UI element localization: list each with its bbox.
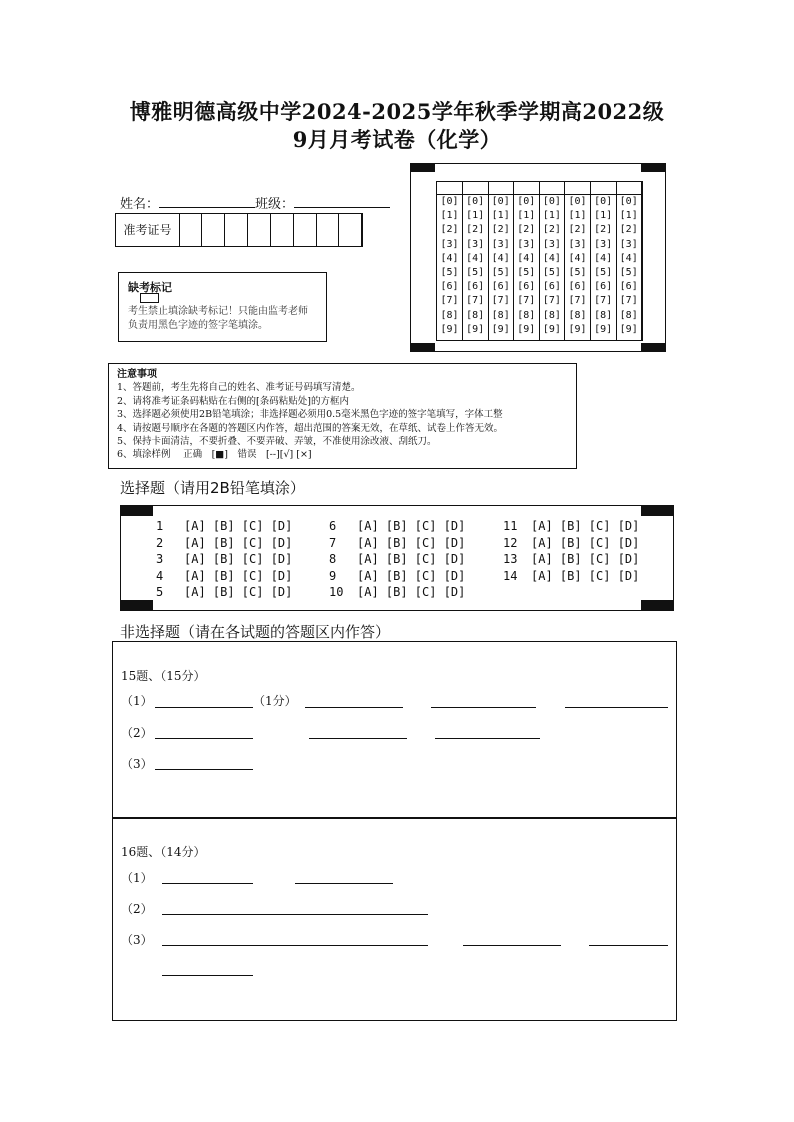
absent-desc-line2: 负责用黑色字迹的签字笔填涂。 [128,320,268,331]
choice-question-row [503,569,639,583]
digit-bubble[interactable]: [5] [517,266,536,278]
q15-part1-blank[interactable] [305,707,403,708]
choice-question-row [503,519,639,533]
digit-bubble[interactable]: [1] [440,210,459,222]
answer-options[interactable]: [A] [B] [C] [D] [184,552,293,566]
digit-bubble[interactable]: [7] [568,295,587,307]
digit-bubble[interactable]: [1] [619,210,638,222]
digit-bubble[interactable]: [2] [594,224,613,236]
registration-mark [121,506,153,516]
answer-options[interactable]: [A] [B] [C] [D] [531,535,640,550]
choice-question-row [156,552,292,566]
question-number: 12 [503,535,518,550]
answer-options[interactable]: [A] [B] [C] [D] [357,519,466,533]
exam-number-cell[interactable] [225,214,248,246]
digit-bubble[interactable]: [0] [466,196,485,207]
exam-number-box [115,213,363,247]
digit-bubble[interactable]: [2] [440,224,459,236]
digit-bubble[interactable]: [0] [517,196,536,207]
note-item: 5、保持卡面清洁，不要折叠、不要弄破、弄皱，不准使用涂改液、刮纸刀。 [117,436,437,448]
q15-part2-blank[interactable] [309,738,407,739]
q16-title: 16题、（14分） [121,845,206,859]
answer-area-q16 [112,817,677,1021]
digit-bubble[interactable]: [9] [619,323,638,335]
answer-options[interactable]: [A] [B] [C] [D] [357,568,466,583]
digit-bubble[interactable]: [4] [542,252,561,264]
digit-bubble[interactable]: [7] [594,295,613,307]
absent-mark-checkbox[interactable] [140,293,159,303]
digit-bubble[interactable]: [6] [466,281,485,293]
digit-bubble[interactable]: [9] [491,323,510,335]
digit-bubble[interactable]: [5] [491,266,510,278]
digit-bubble[interactable]: [9] [542,323,561,335]
q15-part1-blank[interactable] [431,707,536,708]
nonchoice-heading: 非选择题（请在各试题的答题区内作答） [120,623,391,641]
answer-options[interactable]: [A] [B] [C] [D] [531,519,640,533]
question-number: 11 [503,519,518,533]
digit-bubble[interactable]: [0] [491,196,510,207]
digit-bubble[interactable]: [4] [568,252,587,264]
answer-options[interactable]: [A] [B] [C] [D] [357,552,466,566]
digit-column [463,182,489,340]
registration-mark [641,343,665,351]
question-number: 2 [156,535,164,550]
digit-bubble[interactable]: [5] [568,266,587,278]
digit-bubble[interactable]: [6] [568,281,587,293]
question-number: 6 [329,519,337,533]
absent-desc-line1: 考生禁止填涂缺考标记！只能由监考老师 [128,306,308,317]
digit-bubble[interactable]: [9] [594,323,613,335]
digit-bubble[interactable]: [3] [594,238,613,250]
digit-bubble[interactable]: [0] [619,196,638,207]
q16-part3-label: （3） [121,933,153,947]
q16-part2-blank[interactable] [162,914,428,915]
digit-bubble[interactable]: [3] [517,238,536,250]
digit-bubble[interactable]: [5] [594,266,613,278]
digit-bubble[interactable]: [5] [466,266,485,278]
choice-question-row [329,552,465,566]
question-number: 4 [156,568,164,583]
digit-column-header[interactable] [539,182,564,195]
exam-number-cell[interactable] [339,214,362,246]
digit-column-header[interactable] [463,182,488,195]
note-item: 3、选择题必须使用2B铅笔填涂；非选择题必须用0.5毫米黑色字迹的签字笔填写，字体工整 [117,409,503,421]
digit-bubble[interactable]: [6] [542,281,561,293]
exam-number-cell[interactable] [271,214,294,246]
digit-bubble[interactable]: [8] [542,309,561,321]
question-number: 7 [329,535,337,550]
answer-options[interactable]: [A] [B] [C] [D] [531,552,640,566]
digit-bubble[interactable]: [8] [619,309,638,321]
digit-bubble[interactable]: [7] [440,295,459,307]
digit-bubble[interactable]: [2] [568,224,587,236]
choice-question-row [329,536,465,550]
digit-column-header[interactable] [591,182,616,195]
q16-part3-blank[interactable] [162,975,253,976]
digit-bubble[interactable]: [1] [517,210,536,222]
question-number: 1 [156,519,164,533]
choice-answer-box [120,505,674,611]
digit-column [539,182,565,340]
q15-part1-score: （1分） [253,694,297,708]
digit-column-header[interactable] [565,182,590,195]
exam-number-label: 准考证号 [116,214,180,246]
choice-question-row [156,585,292,599]
q16-part1-label: （1） [121,871,153,885]
digit-bubble[interactable]: [7] [517,295,536,307]
answer-options[interactable]: [A] [B] [C] [D] [184,519,293,533]
digit-bubble[interactable]: [2] [619,224,638,236]
exam-number-cell[interactable] [316,214,339,246]
digit-bubble[interactable]: [3] [568,238,587,250]
choice-question-row [503,552,639,566]
digit-bubble[interactable]: [5] [542,266,561,278]
exam-number-cell[interactable] [202,214,225,246]
digit-bubble[interactable]: [5] [619,266,638,278]
q16-part3-blank[interactable] [162,945,428,946]
question-number: 3 [156,552,164,566]
q15-part1-blank[interactable] [155,707,253,708]
digit-column-header[interactable] [514,182,539,195]
digit-bubble[interactable]: [2] [517,224,536,236]
q16-part1-blank[interactable] [162,883,253,884]
digit-bubble[interactable]: [1] [491,210,510,222]
exam-number-cell[interactable] [179,214,202,246]
digit-bubble[interactable]: [9] [517,323,536,335]
class-field[interactable] [294,207,390,208]
q15-title: 15题、（15分） [121,669,206,683]
choice-question-row [156,519,292,533]
digit-bubble[interactable]: [0] [594,196,613,207]
q16-part3-blank[interactable] [589,945,668,946]
digit-column [591,182,617,340]
q15-part2-label: （2） [121,726,153,740]
q15-part3-blank[interactable] [155,769,253,770]
absent-mark-desc [128,305,308,333]
q15-part2-blank[interactable] [435,738,540,739]
exam-number-cell[interactable] [248,214,271,246]
answer-options[interactable]: [A] [B] [C] [D] [531,568,640,583]
question-number: 8 [329,552,337,566]
digit-bubble[interactable]: [0] [542,196,561,207]
digit-bubble[interactable]: [4] [517,252,536,264]
choice-question-row [156,569,292,583]
question-number: 14 [503,568,518,583]
digit-column [514,182,540,340]
digit-column [488,182,514,340]
absent-mark-title: 缺考标记 [128,281,172,294]
question-number: 10 [329,585,344,599]
exam-number-cell[interactable] [294,214,317,246]
digit-bubble[interactable]: [6] [440,281,459,293]
question-number: 5 [156,585,164,599]
digit-bubble[interactable]: [6] [619,281,638,293]
digit-bubble[interactable]: [4] [619,252,638,264]
digit-bubble[interactable]: [4] [440,252,459,264]
absent-mark-box [118,272,327,342]
registration-mark [641,600,673,610]
digit-bubble[interactable]: [7] [491,295,510,307]
digit-bubble[interactable]: [0] [568,196,587,207]
note-item: 2、请将准考证条码粘贴在右侧的[条码粘贴处]的方框内 [117,395,349,407]
digit-bubble[interactable]: [5] [440,266,459,278]
digit-bubble[interactable]: [1] [466,210,485,222]
answer-area-q15 [112,641,677,819]
choice-question-row [503,536,639,550]
digit-bubble[interactable]: [9] [568,323,587,335]
registration-mark [411,164,435,172]
digit-bubble[interactable]: [1] [594,210,613,222]
registration-mark [411,343,435,351]
digit-bubble[interactable]: [2] [466,224,485,236]
registration-mark [641,164,665,172]
digit-bubble[interactable]: [8] [594,309,613,321]
notes-box [108,363,577,469]
q16-part1-blank[interactable] [295,883,393,884]
choice-heading: 选择题（请用2B铅笔填涂） [120,479,305,497]
answer-options[interactable]: [A] [B] [C] [D] [184,585,293,599]
digit-bubble[interactable]: [3] [542,238,561,250]
digit-bubble[interactable]: [1] [568,210,587,222]
digit-bubble[interactable]: [8] [517,309,536,321]
digit-columns [436,181,643,341]
note-item: 6、填涂样例 正确 [■] 错误 [--][√] [×] [117,449,312,461]
digit-column-header[interactable] [616,182,641,195]
digit-column [616,182,642,340]
digit-bubble[interactable]: [3] [466,238,485,250]
digit-column [565,182,591,340]
digit-bubble[interactable]: [8] [568,309,587,321]
page-title-line1: 博雅明德高级中学2024-2025学年秋季学期高2022级 [129,99,665,124]
q16-part2-label: （2） [121,902,153,916]
digit-column-header[interactable] [488,182,513,195]
digit-bubble[interactable]: [3] [491,238,510,250]
name-class-row [120,193,390,212]
digit-bubble[interactable]: [2] [491,224,510,236]
digit-bubble[interactable]: [6] [517,281,536,293]
digit-bubble[interactable]: [7] [466,295,485,307]
answer-options[interactable]: [A] [B] [C] [D] [357,535,466,550]
class-label: 班级： [255,197,295,212]
name-label: 姓名： [120,197,160,212]
name-field[interactable] [159,207,255,208]
note-item: 1、答题前，考生先将自己的姓名、准考证号码填写清楚。 [117,382,361,394]
registration-mark [641,506,673,516]
digit-bubble[interactable]: [3] [440,238,459,250]
registration-mark [121,600,153,610]
choice-question-row [329,569,465,583]
notes-title: 注意事项 [117,369,157,380]
digit-bubble[interactable]: [9] [440,323,459,335]
q15-part1-label: （1） [121,694,153,708]
answer-options[interactable]: [A] [B] [C] [D] [357,585,466,599]
digit-bubble[interactable]: [8] [440,309,459,321]
digit-bubble[interactable]: [3] [619,238,638,250]
digit-column [437,182,463,340]
q15-part3-label: （3） [121,757,153,771]
digit-bubble[interactable]: [1] [542,210,561,222]
digit-bubble[interactable]: [2] [542,224,561,236]
q15-part2-blank[interactable] [155,738,253,739]
digit-bubble[interactable]: [6] [594,281,613,293]
question-number: 9 [329,568,337,583]
answer-options[interactable]: [A] [B] [C] [D] [184,568,293,583]
digit-column-header[interactable] [437,182,462,195]
q15-part1-blank[interactable] [565,707,668,708]
digit-bubble[interactable]: [4] [466,252,485,264]
digit-bubble[interactable]: [7] [619,295,638,307]
digit-bubble[interactable]: [4] [491,252,510,264]
question-number: 13 [503,552,518,566]
digit-bubble[interactable]: [9] [466,323,485,335]
note-item: 4、请按题号顺序在各题的答题区内作答，超出范围的答案无效，在草纸、试卷上作答无效。 [117,422,504,434]
answer-options[interactable]: [A] [B] [C] [D] [184,535,293,550]
digit-bubble[interactable]: [8] [491,309,510,321]
digit-bubble[interactable]: [0] [440,196,459,207]
candidate-number-grid [410,163,666,352]
choice-question-row [156,536,292,550]
digit-bubble[interactable]: [4] [594,252,613,264]
q16-part3-blank[interactable] [463,945,561,946]
choice-question-row [329,519,465,533]
page-title-line2: 9月月考试卷（化学） [292,127,502,152]
choice-question-row [329,585,465,599]
digit-bubble[interactable]: [6] [491,281,510,293]
digit-bubble[interactable]: [8] [466,309,485,321]
digit-bubble[interactable]: [7] [542,295,561,307]
